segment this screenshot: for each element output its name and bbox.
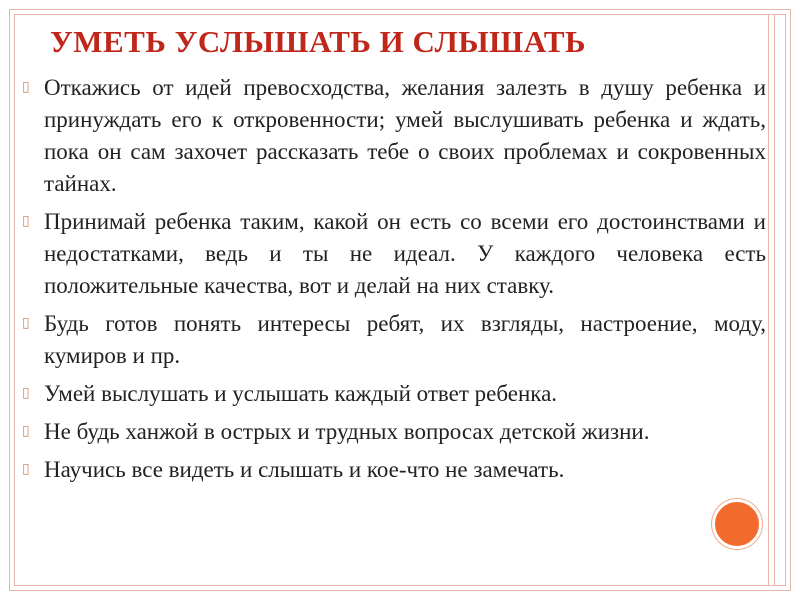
bullet-item bbox=[22, 416, 766, 448]
frame-rule bbox=[774, 14, 775, 586]
bullet-text: Научись все видеть и слышать и кое-что не замечать. bbox=[44, 457, 565, 482]
bullet-item bbox=[22, 454, 766, 486]
bullet-arrow-icon: ▯ bbox=[22, 316, 30, 331]
orange-circle-decoration bbox=[712, 499, 762, 549]
bullet-text: Умей выслушать и услышать каждый ответ ребенка. bbox=[44, 381, 558, 406]
slide-title: УМЕТЬ УСЛЫШАТЬ И СЛЫШАТЬ bbox=[50, 24, 587, 59]
frame-rule bbox=[768, 14, 769, 586]
bullet-item bbox=[22, 378, 766, 410]
bullet-text: Откажись от идей превосходства, желания залезть в душу ребенка и принуждать его к откровенности; умей выслушивать ребенка и ждать, пока он сам захочет рассказать тебе о своих проблемах и сокровенных тайнах. bbox=[44, 75, 766, 196]
bullet-item bbox=[22, 308, 766, 372]
bullet-text: Будь готов понять интересы ребят, их взгляды, настроение, моду, кумиров и пр. bbox=[44, 311, 766, 368]
bullet-arrow-icon: ▯ bbox=[22, 386, 30, 401]
bullet-text: Принимай ребенка таким, какой он есть со всеми его достоинствами и недостатками, ведь и ты не идеал. У каждого человека есть положительные качества, вот и делай на них ставку. bbox=[44, 209, 766, 298]
bullet-arrow-icon: ▯ bbox=[22, 462, 30, 477]
bullet-arrow-icon: ▯ bbox=[22, 80, 30, 95]
bullet-arrow-icon: ▯ bbox=[22, 214, 30, 229]
bullet-text: Не будь ханжой в острых и трудных вопросах детской жизни. bbox=[44, 419, 650, 444]
bullet-item bbox=[22, 72, 766, 200]
bullet-item bbox=[22, 206, 766, 302]
bullet-list bbox=[22, 72, 766, 492]
bullet-arrow-icon: ▯ bbox=[22, 424, 30, 439]
